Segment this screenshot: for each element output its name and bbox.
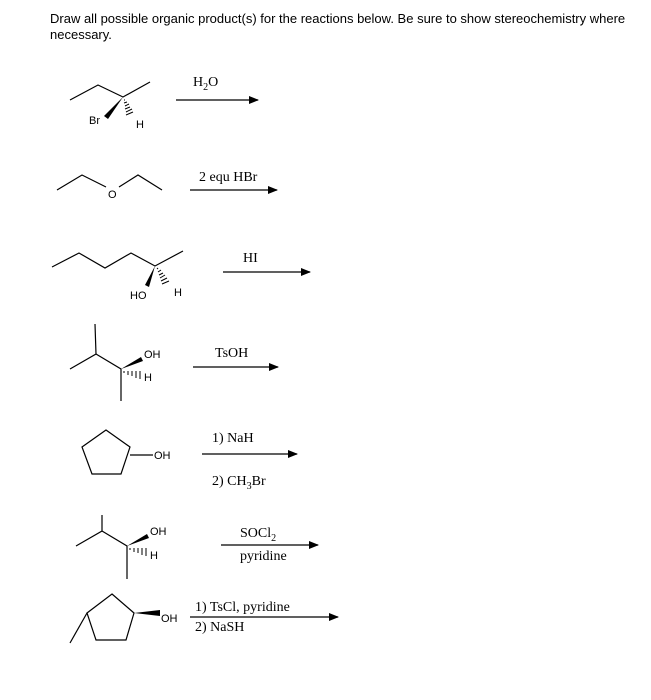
- reagent-step-1: 1) TsCl, pyridine: [195, 600, 290, 615]
- reaction-2: [57, 170, 277, 201]
- wedge-bond: [145, 266, 155, 287]
- molecule-diethyl-ether: [57, 175, 162, 201]
- atom-h: H: [144, 372, 152, 384]
- molecule-alcohol-4: [70, 324, 161, 401]
- reagent-hi: HI: [243, 251, 258, 266]
- molecule-2-bromobutane: [70, 82, 150, 131]
- reagent-h2o: $H_2O$: [193, 75, 219, 93]
- molecule-methylcyclopentanol: [70, 594, 178, 643]
- instructions-text: Draw all possible organic product(s) for the reactions below. Be sure to show stereochemistry where necessary.: [50, 11, 626, 42]
- reaction-7: [70, 594, 338, 643]
- reaction-1: [70, 75, 258, 131]
- hash-bond: [130, 548, 146, 556]
- reaction-5: [82, 430, 297, 492]
- molecule-alcohol-6: [76, 515, 167, 579]
- atom-br: Br: [89, 115, 100, 127]
- atom-h: H: [174, 287, 182, 299]
- molecule-cyclopentanol: [82, 430, 171, 474]
- reagent-tsoh: TsOH: [215, 346, 249, 361]
- atom-o: O: [108, 189, 117, 201]
- hash-bond: [124, 371, 140, 379]
- atom-oh: OH: [144, 349, 161, 361]
- hash-bond: [124, 100, 133, 115]
- reagent-step-1: 1) NaH: [212, 431, 254, 446]
- wedge-bond: [104, 97, 123, 119]
- reagent-hbr: 2 equ HBr: [199, 170, 258, 185]
- reagent-step-2: 2) NaSH: [195, 620, 245, 635]
- reaction-6: [76, 515, 318, 579]
- atom-ho: HO: [130, 290, 147, 302]
- reagent-socl2: SOCl$_2$: [240, 526, 277, 544]
- reaction-4: [70, 324, 278, 401]
- hash-bond: [157, 268, 169, 284]
- wedge-bond: [121, 357, 143, 369]
- reagent-pyridine: pyridine: [240, 549, 287, 564]
- wedge-bond: [134, 610, 160, 616]
- reagent-step-2: 2) $CH_3Br$: [212, 474, 266, 492]
- reaction-3: [52, 251, 310, 302]
- wedge-bond: [127, 534, 149, 546]
- atom-h: H: [136, 119, 144, 131]
- molecule-2-hexanol: [52, 251, 183, 302]
- atom-oh: OH: [161, 613, 178, 625]
- atom-h: H: [150, 550, 158, 562]
- atom-oh: OH: [154, 450, 171, 462]
- atom-oh: OH: [150, 526, 167, 538]
